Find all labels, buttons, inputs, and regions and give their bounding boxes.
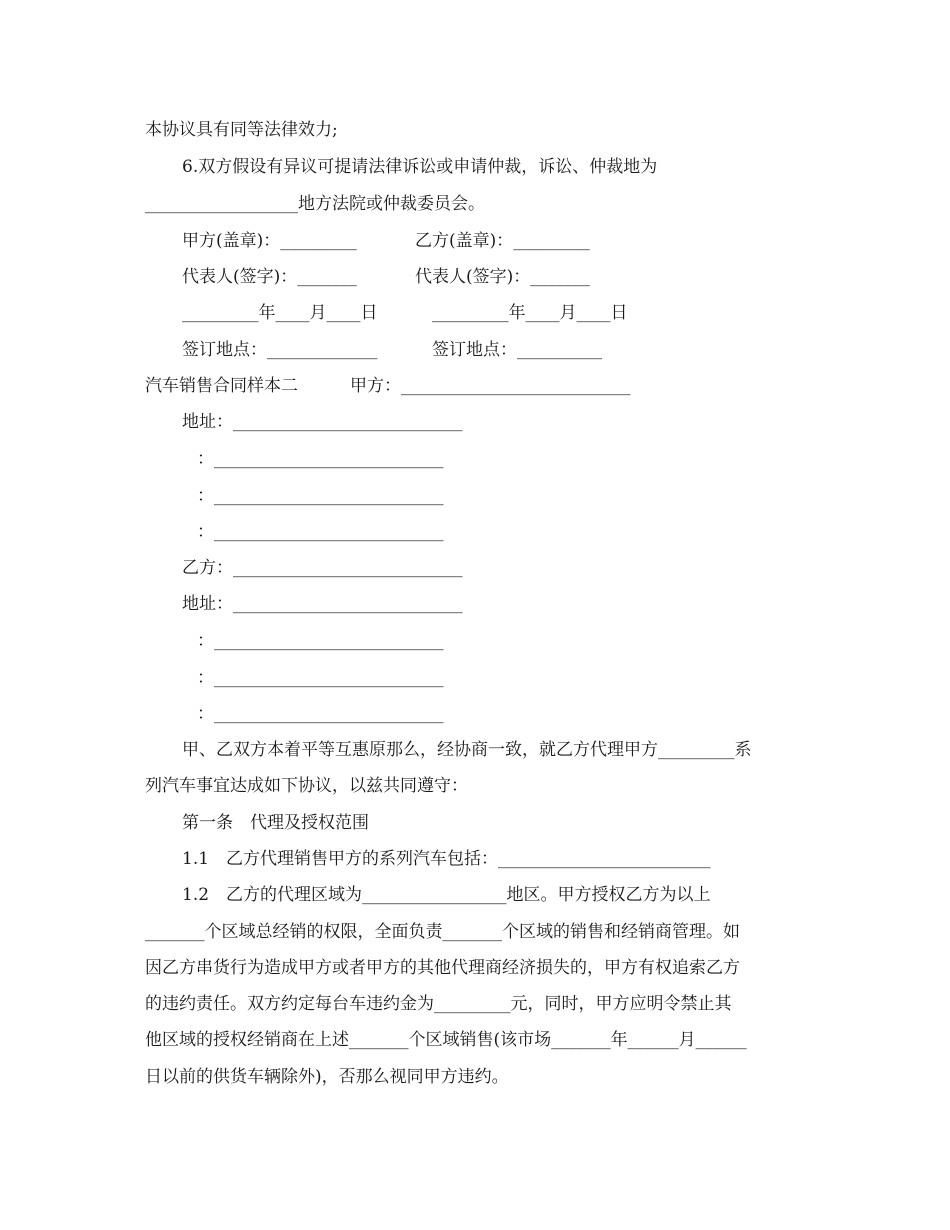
party-b-signature: 代表人(签字)：_______ xyxy=(415,267,590,287)
text-line: 6.双方假设有异议可提请法律诉讼或申请仲裁，诉讼、仲裁地为 xyxy=(182,157,658,177)
paragraph-line: 甲、乙双方本着平等互惠原那么，经协商一致，就乙方代理甲方_________系 xyxy=(182,740,752,760)
clause-line: _______个区域总经销的权限，全面负责_______个区域的销售和经销商管理。如 xyxy=(145,922,740,942)
clause-line: 他区域的授权经销商在上述_______个区域销售(该市场_______年______月______ xyxy=(145,1030,747,1050)
clause-line: 1.1 乙方代理销售甲方的系列汽车包括：_________________________ xyxy=(182,849,711,869)
clause-line: 1.2 乙方的代理区域为_________________地区。甲方授权乙方为以上 xyxy=(182,885,711,905)
blank-field: ：___________________________ xyxy=(197,522,444,542)
blank-field: ：___________________________ xyxy=(197,631,444,651)
party-a-seal: 甲方(盖章)：_________ xyxy=(182,231,357,251)
clause-line: 日以前的供货车辆除外)，否那么视同甲方违约。 xyxy=(145,1067,509,1087)
blank-field: ：___________________________ xyxy=(197,449,444,469)
blank-field: ：___________________________ xyxy=(197,486,444,506)
party-b-place: 签订地点：__________ xyxy=(432,340,602,360)
party-b-date: _________年____月____日 xyxy=(432,303,628,323)
article-heading: 第一条 代理及授权范围 xyxy=(182,813,369,833)
address-field: 地址：___________________________ xyxy=(182,594,463,614)
party-b-field: 乙方：___________________________ xyxy=(182,558,463,578)
address-field: 地址：___________________________ xyxy=(182,412,463,432)
text-line: __________________地方法院或仲裁委员会。 xyxy=(145,194,485,214)
party-b-seal: 乙方(盖章)：_________ xyxy=(415,231,590,251)
blank-field: ：___________________________ xyxy=(197,668,444,688)
blank-field: ：___________________________ xyxy=(197,704,444,724)
paragraph-line: 列汽车事宜达成如下协议，以兹共同遵守： xyxy=(145,776,468,796)
party-a-field: 甲方：___________________________ xyxy=(350,376,631,396)
clause-line: 的违约责任。双方约定每台车违约金为_________元，同时，甲方应明令禁止其 xyxy=(145,994,732,1014)
text-line: 本协议具有同等法律效力; xyxy=(145,120,338,140)
party-a-signature: 代表人(签字)：_______ xyxy=(182,267,357,287)
party-a-date: _________年____月____日 xyxy=(182,303,378,323)
section-title: 汽车销售合同样本二 xyxy=(145,376,298,396)
clause-line: 因乙方串货行为造成甲方或者甲方的其他代理商经济损失的，甲方有权追索乙方 xyxy=(145,958,740,978)
party-a-place: 签订地点：_____________ xyxy=(182,340,378,360)
